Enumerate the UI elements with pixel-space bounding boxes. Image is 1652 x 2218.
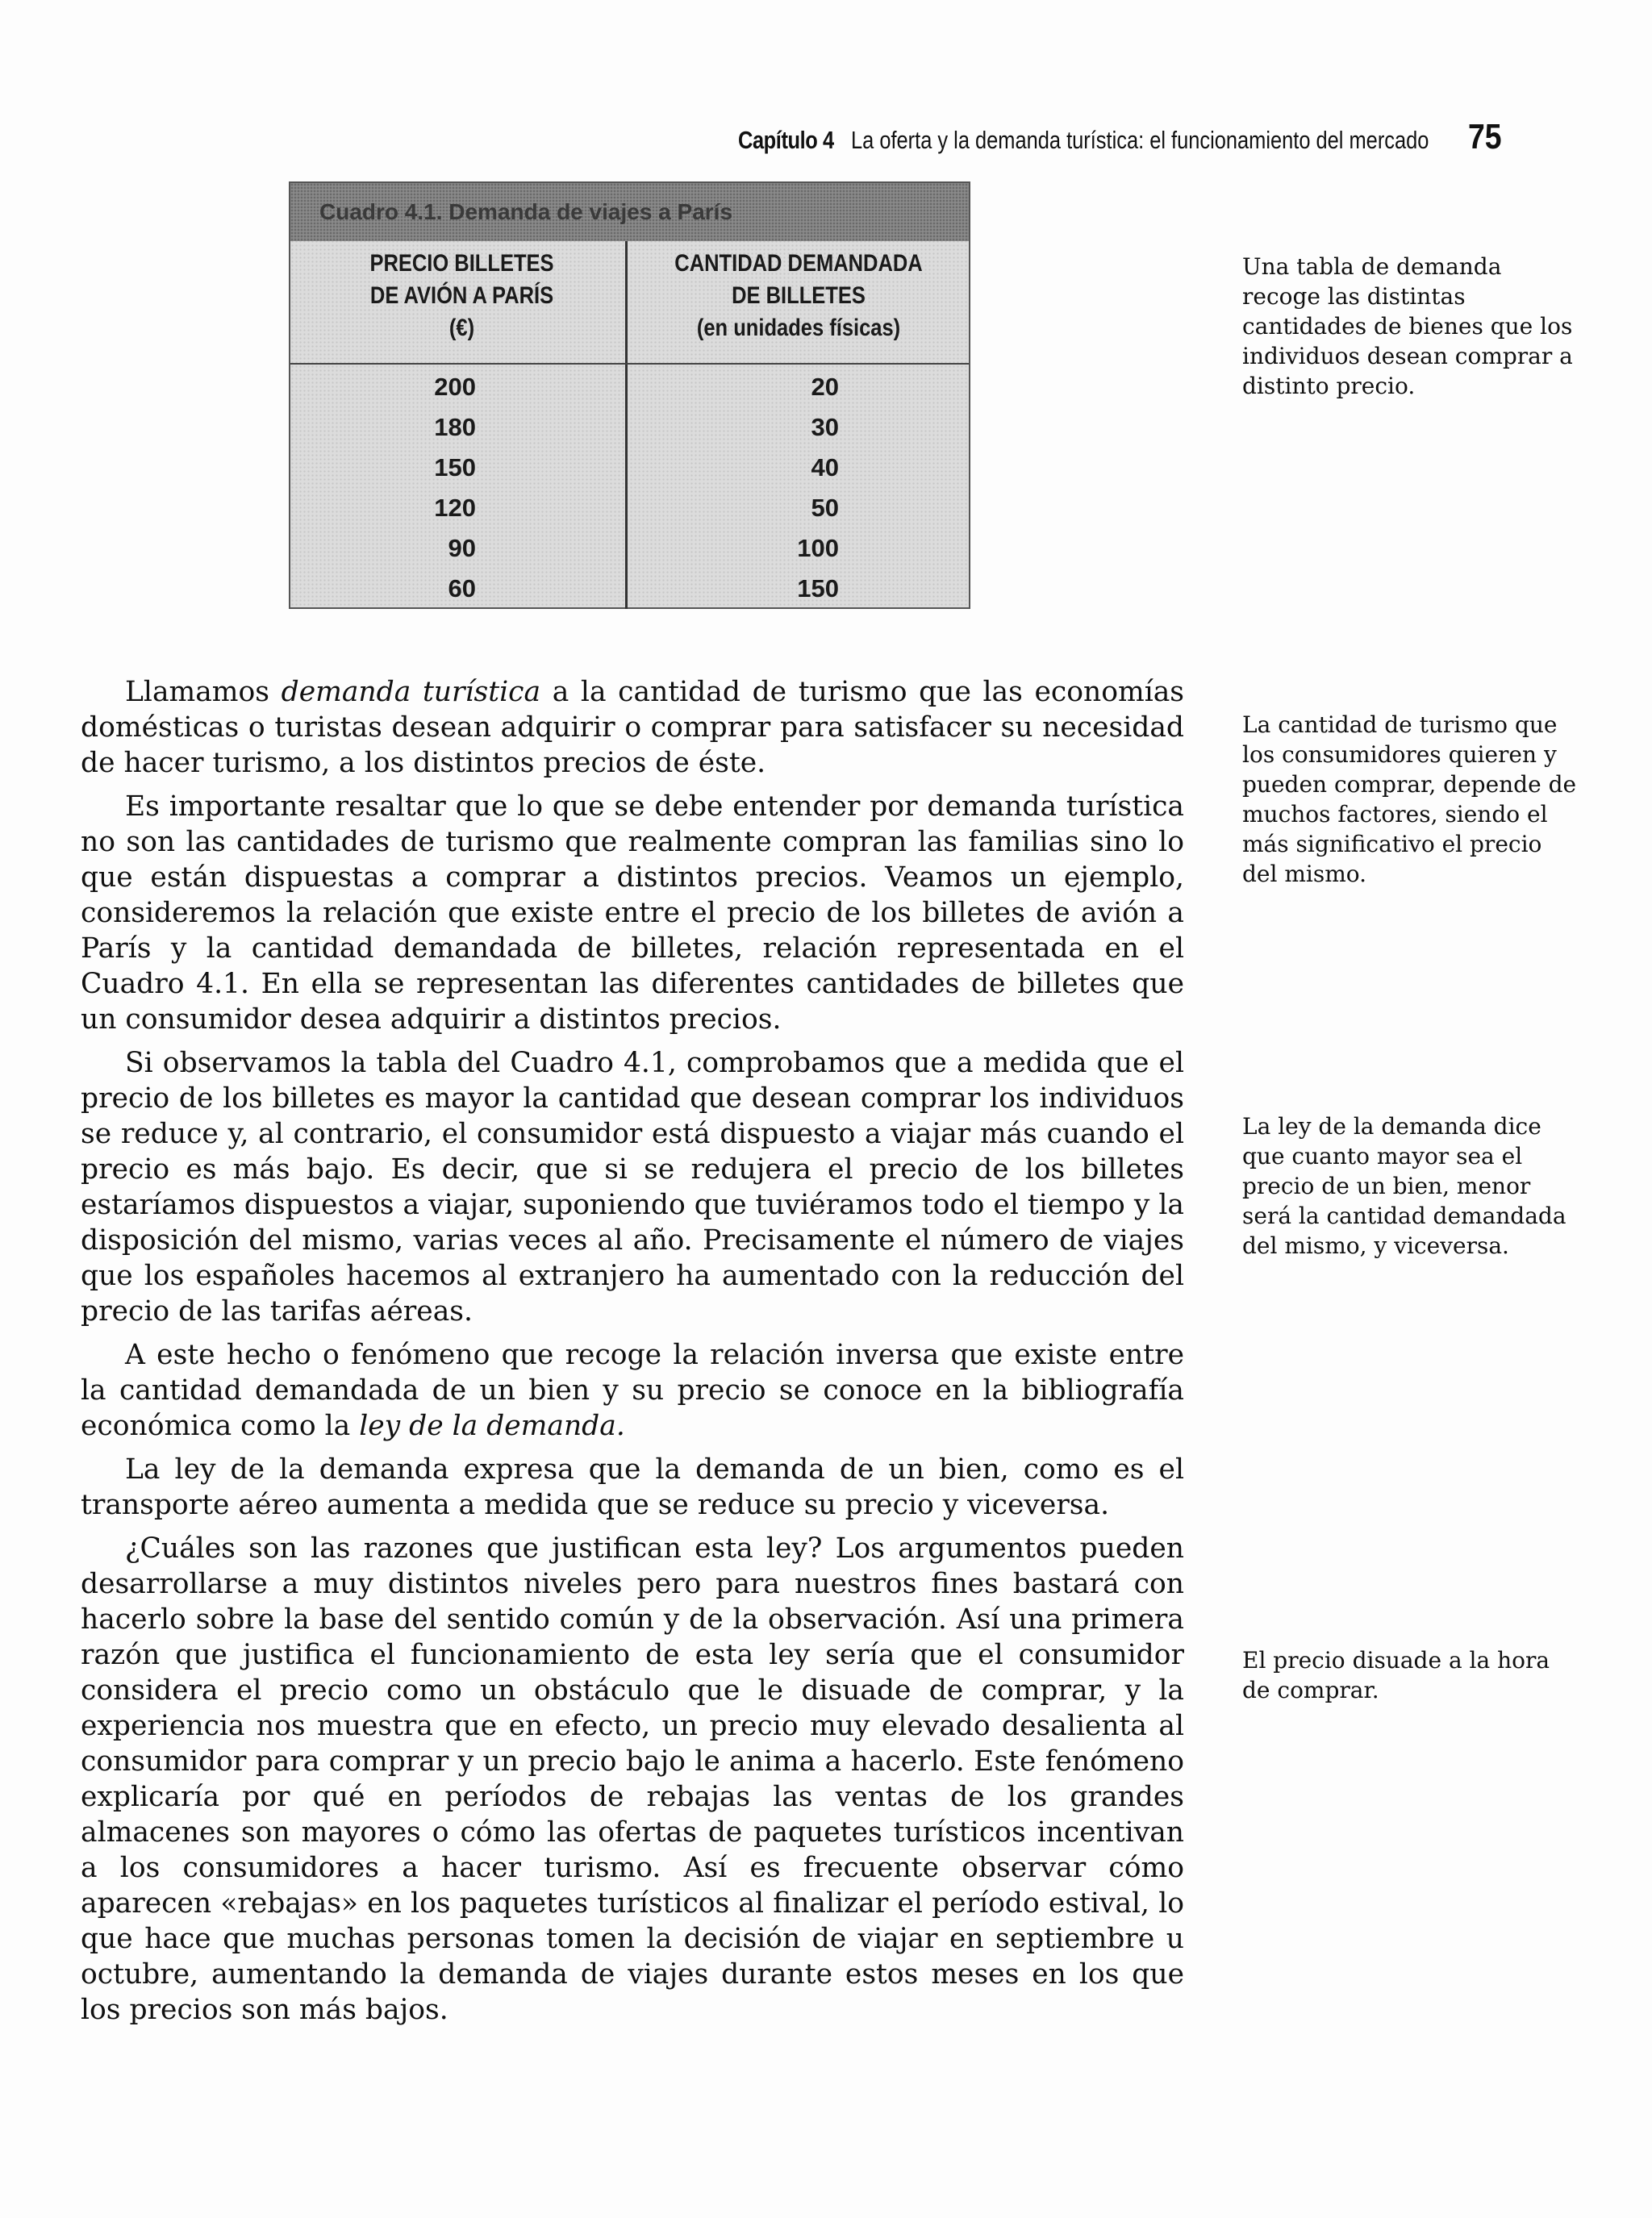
margin-note: La cantidad de turismo que los consumidores quieren y pueden comprar, depende de muchos factores, siendo el más significativo el precio del mismo. [1242,711,1577,887]
paragraph: La ley de la demanda expresa que la demanda de un bien, como es el transporte aéreo aumenta a medida que se reduce su precio y viceversa. [81,1453,1184,1521]
price-cell: 60 [448,574,476,602]
header-line: PRECIO BILLETES [369,250,554,277]
price-cell: 200 [434,373,476,401]
header-line: DE BILLETES [732,282,866,309]
paragraph: Si observamos la tabla del Cuadro 4.1, comprobamos que a medida que el precio de los billetes es mayor la cantidad que desean comprar los individuos se reduce y, al contrario, el consumidor está dispuesto a viajar más cuando el precio es más bajo. Es decir, que si se redujera el precio de los billetes estaríamos dispuestos a viajar, suponiendo que tuviéramos todo el tiempo y la disposición del mismo, varias veces al año. Precisamente el número de viajes que los españoles hacemos al extranjero ha aumentado con la reducción del precio de las tarifas aéreas. [81,1047,1184,1328]
quantity-cell: 100 [797,534,839,562]
chapter-label: Capítulo 4 [738,126,834,154]
price-cell: 120 [434,494,476,522]
header-rule [290,363,969,365]
emphasis-term: demanda turística [281,676,541,708]
quantity-cell: 20 [811,373,839,401]
chapter-title: La oferta y la demanda turística: el funcionamiento del mercado [851,126,1429,154]
header-line: CANTIDAD DEMANDADA [674,250,923,277]
quantity-column-header [637,248,960,344]
margin-note: Una tabla de demanda recoge las distintas cantidades de bienes que los individuos desean comprar a distinto precio. [1242,253,1573,399]
margin-note: El precio disuade a la hora de comprar. [1242,1647,1550,1703]
body-text [81,674,1184,2028]
quantity-cell: 40 [811,453,839,482]
paragraph: ¿Cuáles son las razones que justifican esta ley? Los argumentos pueden desarrollarse a muy distintos niveles pero para nuestros fines bastará con hacerlo sobre la base del sentido común y de la observación. Así una primera razón que justifica el funcionamiento de esta ley sería que el consumidor considera el precio como un obstáculo que le disuade de comprar, y la experiencia nos muestra que en efecto, un precio muy elevado desalienta al consumidor para comprar y un precio bajo le anima a hacerlo. Este fenómeno explicaría por qué en períodos de rebajas las ventas de los grandes almacenes son mayores o cómo las ofertas de paquetes turísticos incentivan a los consumidores a hacer turismo. Así es frecuente observar cómo aparecen «rebajas» en los paquetes turísticos al finalizar el período estival, lo que hace que muchas personas tomen la decisión de viajar en septiembre u octubre, aumentando la demanda de viajes durante estos meses en los que los precios son más bajos. [81,1532,1184,2026]
price-cell: 90 [448,534,476,562]
emphasis-term: ley de la demanda. [359,1410,625,1442]
header-line: (en unidades físicas) [696,315,901,341]
header-line: (€) [448,315,475,341]
price-cell: 150 [434,453,476,482]
quantity-cell: 150 [797,574,839,602]
quantity-cell: 50 [811,494,839,522]
quantity-cell: 30 [811,413,839,441]
paragraph: Es importante resaltar que lo que se debe entender por demanda turística no son las cantidades de turismo que realmente compran las familias sino lo que están dispuestas a comprar a distintos precios. Veamos un ejemplo, consideremos la relación que existe entre el precio de los billetes de avión a París y la cantidad demandada de billetes, relación representada en el Cuadro 4.1. En ella se representan las diferentes cantidades de billetes que un consumidor desea adquirir a distintos precios. [81,790,1184,1036]
column-divider [625,241,628,609]
price-column [411,367,476,609]
page-number: 75 [1468,117,1502,156]
margin-note: La ley de la demanda dice que cuanto mayor sea el precio de un bien, menor será la cantidad demandada del mismo, y viceversa. [1242,1113,1566,1259]
demand-table [289,181,970,609]
price-column-header [315,248,609,344]
table-caption: Cuadro 4.1. Demanda de viajes a París [290,183,969,241]
paragraph [81,1337,1184,1444]
text-run: a la cantidad de turismo que las economías domésticas o turistas desean adquirir o comprar para satisfacer su necesidad de hacer turismo, a los distintos precios de éste. [81,676,1185,779]
quantity-column [758,367,839,609]
text-run: A este hecho o fenómeno que recoge la relación inversa que existe entre la cantidad demandada de un bien y su precio se conoce en la bibliografía económica como la [81,1339,1184,1442]
text-run: Llamamos [125,676,282,708]
header-line: DE AVIÓN A PARÍS [369,282,554,309]
price-cell: 180 [434,413,476,441]
running-header [738,117,1589,157]
paragraph [81,674,1184,781]
